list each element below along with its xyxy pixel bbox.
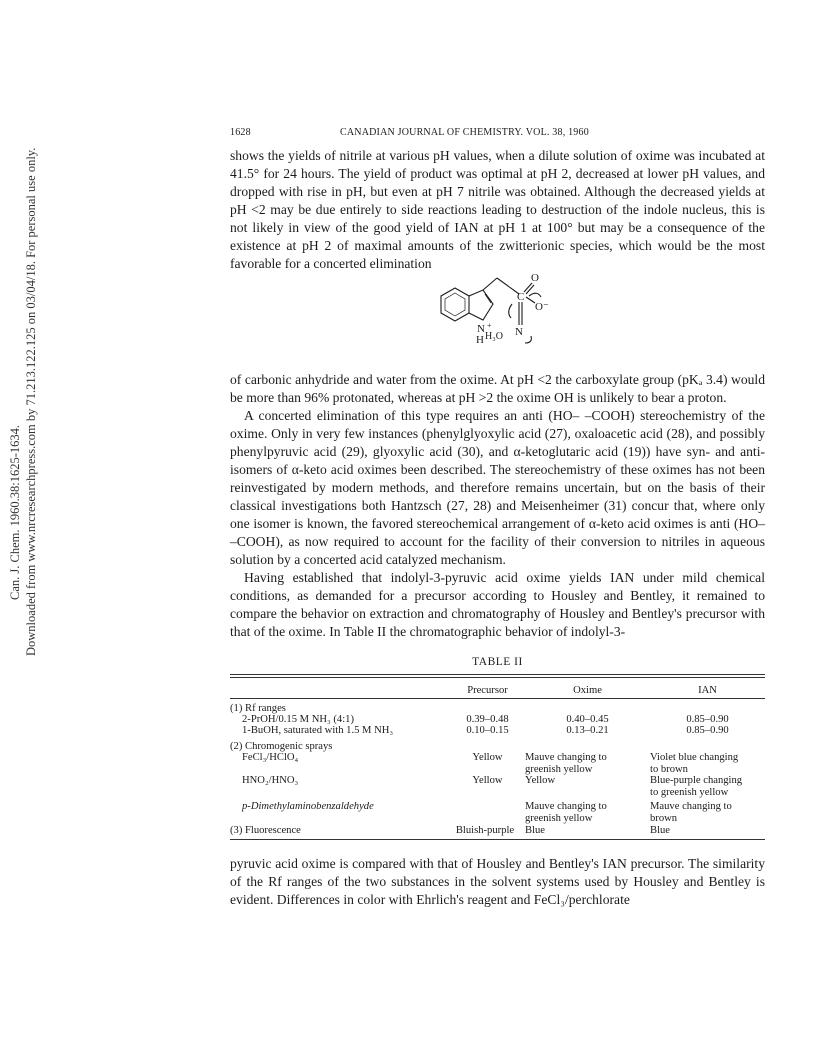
- struct-c: C: [517, 291, 525, 303]
- cell-hno2-oxime: Yellow: [525, 775, 556, 786]
- table-top-rule: [230, 674, 765, 675]
- row-label-ehrlich: p-Dimethylaminobenzaldehyde: [242, 801, 374, 812]
- row-label-fecl3: FeCl₃/HClO₄: [242, 752, 299, 763]
- cell-fluorescence-oxime: Blue: [525, 825, 546, 836]
- cell-butanol-precursor: 0.10–0.15: [466, 725, 509, 736]
- struct-n-ring: N: [477, 323, 485, 335]
- cell-hno2-precursor: Yellow: [472, 775, 503, 786]
- paragraph-1-block: [230, 147, 765, 273]
- ch2-bond: [483, 278, 497, 290]
- cell-fecl3-precursor: Yellow: [472, 752, 503, 763]
- curved-arrow-2: [529, 293, 541, 297]
- benzene-inner-ring: [445, 293, 465, 316]
- page-number: 1628: [230, 127, 251, 138]
- paragraph-3: A concerted elimination of this type requires an anti (HO– –COOH) stereochemistry of the oxime. Only in very few instances (phenylglyoxylic acid (27), oxaloacetic acid (28), and possibly phenylpyruvic acid (29), glyoxylic acid (30), and α-ketoglutaric acid (19)) have syn- and anti-isomers of α-keto acid oximes been described. The stereochemistry of these oximes has not been reinvestigated by modern methods, and therefore remains uncertain, but on the basis of their classical investigations both Hantzsch (27, 28) and Meisenheimer (31) concur that, where only one isomer is known, the favored stereochemical arrangement of α-keto acid oximes is anti (HO– –COOH), as now required to account for the facility of their conversion to nitriles in aqueous solution by a concerted acid catalyzed mechanism.: [230, 408, 765, 567]
- cell-propanol-ian: 0.85–0.90: [686, 714, 729, 725]
- pyrrole-double-bond: [485, 294, 491, 303]
- table-bottom-rule: [230, 839, 765, 840]
- row-label-propanol: 2-PrOH/0.15 M NH₃ (4:1): [242, 714, 354, 725]
- col-header-ian: IAN: [698, 685, 717, 696]
- carbonyl-bond-2: [526, 285, 534, 294]
- paragraph-5-block: [230, 855, 765, 909]
- struct-h3o: H₃O: [485, 331, 503, 342]
- cell-butanol-ian: 0.85–0.90: [686, 725, 729, 736]
- paragraph-5: pyruvic acid oxime is compared with that of Housley and Bentley's IAN precursor. The similarity of the Rf ranges of the two substances in the solvent systems used by Housley and Bentley is evident. Differences in color with Ehrlich's reagent and FeCl₃/perchlorate: [230, 856, 765, 907]
- cell-butanol-oxime: 0.13–0.21: [566, 725, 609, 736]
- cell-fluorescence-precursor: Bluish-purple: [455, 825, 515, 836]
- paragraph-1: shows the yields of nitrile at various pH values, when a dilute solution of oxime was incubated at 41.5° for 24 hours. The yield of product was optimal at pH 2, decreased at lower pH values, and dropped with rise in pH, but even at pH 7 nitrile was obtained. Although the decreased yields at pH <2 may be due entirely to side reactions leading to destruction of the indole nucleus, this is not likely in view of the good yield of IAN at pH 1 at 100° but may be a consequence of the existence at pH 2 of maximal amounts of the zwitterionic species, which would be the most favorable for a concerted elimination: [230, 148, 765, 271]
- cell-fecl3-oxime: Mauve changing to greenish yellow: [525, 752, 607, 775]
- section-fluorescence: (3) Fluorescence: [230, 825, 301, 836]
- struct-n-chain: N: [515, 326, 523, 338]
- struct-o-minus: O⁻: [535, 301, 549, 313]
- cell-propanol-oxime: 0.40–0.45: [566, 714, 609, 725]
- citation-line: Can. J. Chem. 1960.38:1625-1634.: [8, 425, 22, 600]
- table-top-rule-2: [230, 677, 765, 678]
- section-chromogenic-sprays: (2) Chromogenic sprays: [230, 741, 333, 752]
- curved-arrow-1: [509, 304, 512, 318]
- carboxylate-bond: [526, 297, 535, 303]
- col-header-precursor: Precursor: [467, 685, 508, 696]
- zwitterion-structure-diagram: [425, 270, 565, 370]
- download-line: Downloaded from www.nrcresearchpress.com by 71.213.122.125 on 03/04/18. For personal use only.: [24, 147, 38, 656]
- paragraphs-2-4-block: [230, 371, 765, 641]
- struct-o-top: O: [531, 272, 539, 284]
- col-header-oxime: Oxime: [573, 685, 602, 696]
- paragraph-4: Having established that indolyl-3-pyruvic acid oxime yields IAN under mild chemical conditions, as demanded for a precursor according to Housley and Bentley, it remained to compare the behavior on extraction and chromatography of Housley and Bentley's precursor with that of the oxime. In Table II the chromatographic behavior of indolyl-3-: [230, 570, 765, 639]
- struct-h-ring: H: [476, 334, 484, 346]
- cell-fluorescence-ian: Blue: [650, 825, 671, 836]
- curved-arrow-3: [525, 336, 531, 343]
- cell-fecl3-ian: Violet blue changing to brown: [650, 752, 739, 775]
- table-title: TABLE II: [472, 656, 523, 668]
- chain-bond: [497, 278, 519, 294]
- cell-propanol-precursor: 0.39–0.48: [466, 714, 509, 725]
- row-label-butanol: 1-BuOH, saturated with 1.5 M NH₃: [242, 725, 394, 736]
- paragraph-2: of carbonic anhydride and water from the oxime. At pH <2 the carboxylate group (pKₐ 3.4) would be more than 96% protonated, whereas at pH >2 the oxime OH is unlikely to bear a proton.: [230, 372, 765, 405]
- cell-ehrlich-ian: Mauve changing to brown: [650, 801, 732, 824]
- row-label-hno2: HNO₂/HNO₃: [242, 775, 299, 786]
- cell-ehrlich-oxime: Mauve changing to greenish yellow: [525, 801, 607, 824]
- section-rf-ranges: (1) Rf ranges: [230, 703, 286, 714]
- download-notice: [0, 147, 50, 680]
- pyrrole-ring: [469, 290, 493, 320]
- carbonyl-bond-1: [524, 283, 532, 292]
- header-rule: [230, 698, 765, 699]
- journal-title: CANADIAN JOURNAL OF CHEMISTRY. VOL. 38, 1960: [340, 127, 589, 138]
- cell-hno2-ian: Blue-purple changing to greenish yellow: [650, 775, 743, 798]
- struct-n-charge: +: [487, 321, 492, 330]
